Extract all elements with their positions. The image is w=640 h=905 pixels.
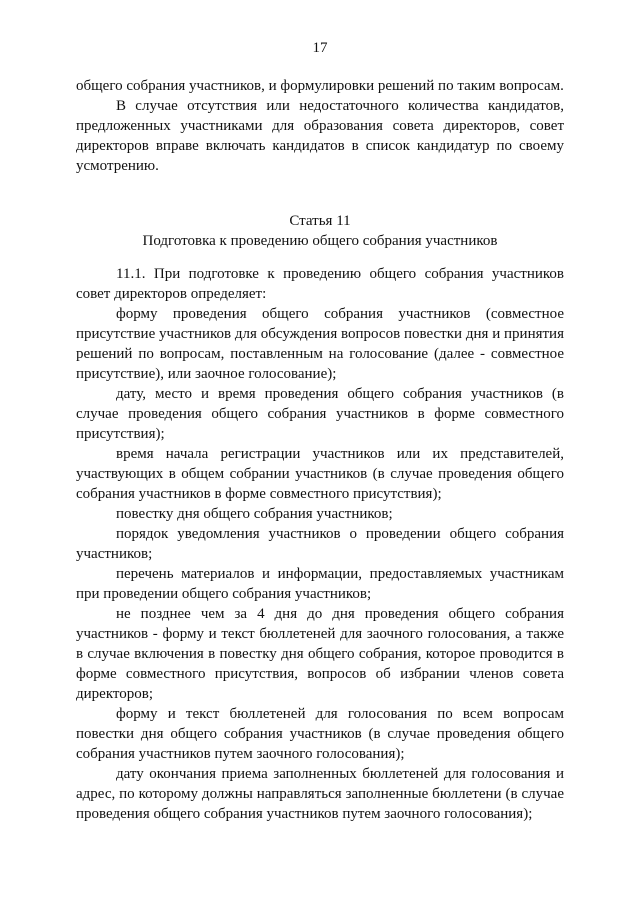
- article-body: [76, 264, 564, 824]
- article-number: Статья 11: [289, 213, 351, 229]
- paragraph: порядок уведомления участников о проведении общего собрания участников;: [76, 526, 564, 562]
- paragraph: В случае отсутствия или недостаточного количества кандидатов, предложенных участниками для образования совета директоров, совет директоров вправе включать кандидатов в список кандидатур по своему усмотрению.: [76, 98, 564, 174]
- page-number: 17: [312, 40, 328, 56]
- paragraph: форму проведения общего собрания участников (совместное присутствие участников для обсуждения вопросов повестки дня и принятия решений по вопросам, поставленным на голосование (далее - совместное присутствие), или заочное голосование);: [76, 306, 564, 382]
- paragraph: форму и текст бюллетеней для голосования по всем вопросам повестки дня общего собрания участников (в случае проведения общего собрания участников путем заочного голосования);: [76, 706, 564, 762]
- paragraph: повестку дня общего собрания участников;: [116, 506, 393, 522]
- paragraph: время начала регистрации участников или их представителей, участвующих в общем собрании участников (в случае проведения общего собрания участников в форме совместного присутствия);: [76, 446, 564, 502]
- paragraph: перечень материалов и информации, предоставляемых участникам при проведении общего собрания участников;: [76, 566, 564, 602]
- paragraph: общего собрания участников, и формулировки решений по таким вопросам.: [76, 78, 564, 94]
- paragraph: 11.1. При подготовке к проведению общего собрания участников совет директоров определяет:: [76, 266, 564, 302]
- paragraph: дату окончания приема заполненных бюллетеней для голосования и адрес, по которому должны направляться заполненные бюллетени (в случае проведения общего собрания участников путем заочного голосования);: [76, 766, 564, 822]
- top-text: [76, 76, 564, 176]
- paragraph: дату, место и время проведения общего собрания участников (в случае проведения общего собрания участников в форме совместного присутствия);: [76, 386, 564, 442]
- article-title: Подготовка к проведению общего собрания участников: [142, 233, 498, 249]
- paragraph: не позднее чем за 4 дня до дня проведения общего собрания участников - форму и текст бюллетеней для заочного голосования, а также в случае включения в повестку дня общего собрания, которое проводится в форме совместного присутствия, вопросов об избрании членов совета директоров;: [76, 606, 564, 702]
